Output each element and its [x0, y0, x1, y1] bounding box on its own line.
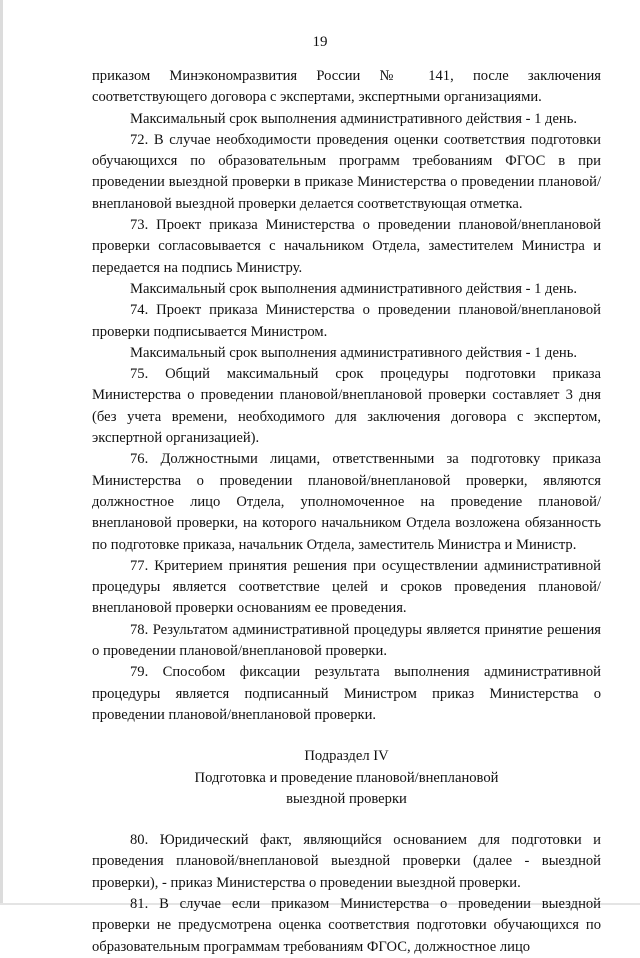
paragraph-deadline: Максимальный срок выполнения административного действия - 1 день. [130, 280, 578, 297]
scan-edge [0, 0, 3, 905]
paragraph-74: 74. Проект приказа Министерства о проведении плановой/внеплановой проверки подписывается Министром. [92, 302, 601, 340]
paragraph-75: 75. Общий максимальный срок процедуры подготовки приказа Министерства о проведении плановой/внеплановой проверки составляет 3 дня (без учета времени, необходимого для заключения договора с экспертом, экспертной организацией). [92, 366, 601, 447]
subsection-number: Подраздел IV [304, 748, 389, 765]
paragraph-80: 80. Юридический факт, являющийся основанием для подготовки и проведения плановой/внеплановой выездной проверки (далее - выездной проверки), - приказ Министерства о проведении выездной проверки. [92, 832, 601, 891]
subsection-title-line1: Подготовка и проведение плановой/внеплановой [194, 769, 499, 786]
document-body [92, 66, 601, 958]
paragraph-72: 72. В случае необходимости проведения оценки соответствия подготовки обучающихся по образовательным программ требованиям ФГОС в при проведении выездной проверки в приказе Министерства о проведении плановой/внеплановой выездной проверки делается соответствующая отметка. [92, 131, 601, 212]
paragraph-deadline: Максимальный срок выполнения административного действия - 1 день. [130, 344, 578, 361]
paragraph-78: 78. Результатом административной процедуры является принятие решения о проведении плановой/внеплановой проверки. [92, 621, 601, 660]
paragraph-77: 77. Критерием принятия решения при осуществлении административной процедуры является соответствие целей и сроков проведения плановой/внеплановой проверки основаниям ее проведения. [92, 557, 601, 617]
paragraph-79: 79. Способом фиксации результата выполнения административной процедуры является подписанный Министром приказ Министерства о проведении плановой/внеплановой проверки. [92, 664, 601, 723]
paragraph-73: 73. Проект приказа Министерства о проведении плановой/внеплановой проверки согласовывается с начальником Отдела, заместителем Министра и передается на подпись Министру. [92, 217, 601, 276]
paragraph-continuation: приказом Минэкономразвития России № 141, после заключения соответствующего договора с экспертами, экспертными организациями. [92, 68, 601, 106]
subsection-title-line2: выездной проверки [286, 790, 407, 807]
paragraph-deadline: Максимальный срок выполнения административного действия - 1 день. [130, 110, 578, 127]
subsection-heading [92, 746, 601, 810]
paragraph-76: 76. Должностными лицами, ответственными за подготовку приказа Министерства о проведении плановой/внеплановой проверки, являются должностное лицо Отдела, уполномоченное на проведение плановой/внеплановой проверки, на которого начальником Отдела возложена обязанность по подготовке приказа, начальник Отдела, заместитель Министра и Министр. [92, 451, 601, 553]
page-number: 19 [312, 34, 328, 50]
paragraph-81: 81. В случае если приказом Министерства о проведении выездной проверки не предусмотрена оценка соответствия подготовки обучающихся по образовательным программам требованиям ФГОС, должностное лицо [92, 895, 601, 955]
